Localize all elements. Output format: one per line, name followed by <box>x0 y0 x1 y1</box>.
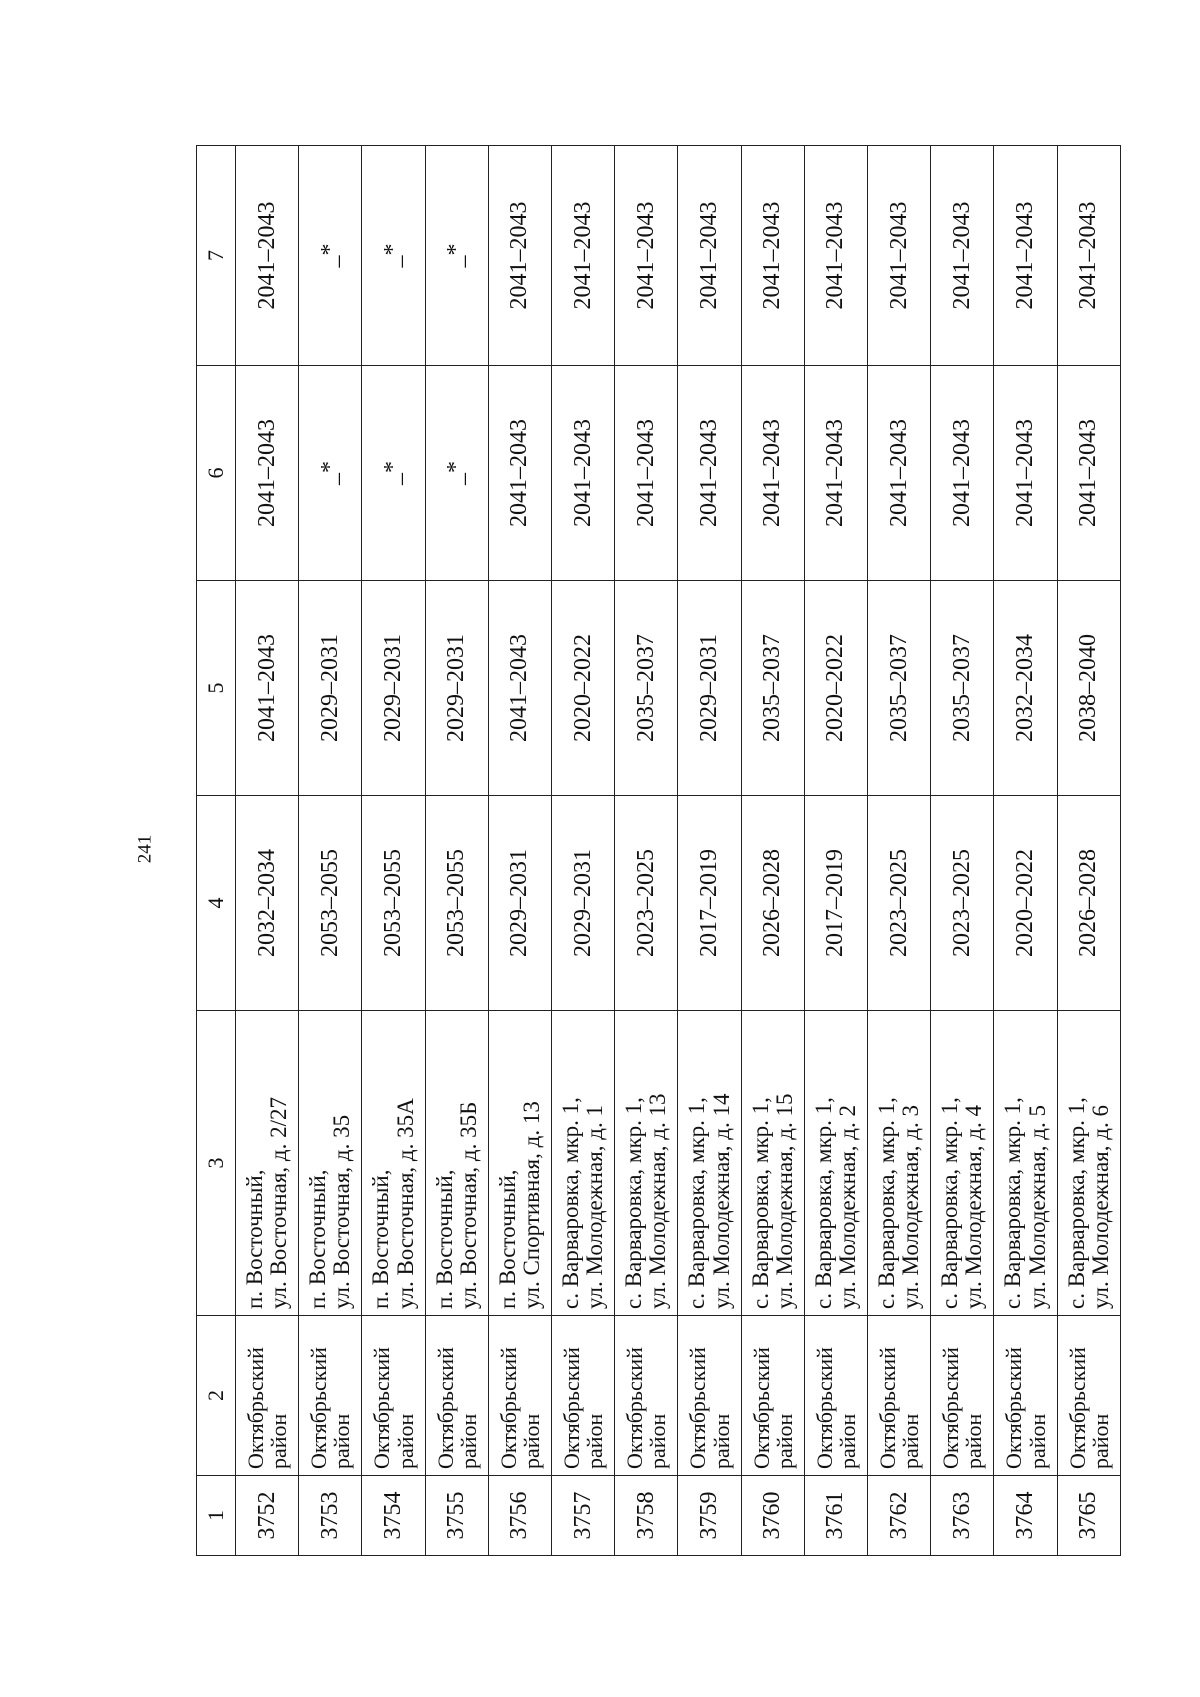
cell-line: ул. Молодежная, д. 3 <box>898 1105 924 1309</box>
cell-col-1: 3760 <box>741 1476 804 1556</box>
cell-line: с. Варваровка, мкр. 1, <box>873 1097 899 1309</box>
cell-col-3 <box>362 1011 425 1316</box>
cell-col-5: 2038–2040 <box>1057 581 1120 796</box>
cell-col-4: 2053–2055 <box>425 796 488 1011</box>
cell-line: район <box>708 1413 734 1469</box>
cell-col-2 <box>678 1316 741 1476</box>
cell-col-2 <box>236 1316 299 1476</box>
table-row <box>994 146 1057 1556</box>
cell-line: ул. Восточная, д. 35А <box>392 1098 418 1309</box>
cell-col-7: _* <box>299 146 362 366</box>
cell-line: район <box>329 1413 355 1469</box>
cell-line: ул. Молодежная, д. 5 <box>1024 1105 1050 1309</box>
cell-col-5: 2035–2037 <box>741 581 804 796</box>
cell-col-5: 2029–2031 <box>362 581 425 796</box>
cell-col-1: 3763 <box>931 1476 994 1556</box>
table-row <box>552 146 615 1556</box>
cell-line: Октябрьский <box>369 1347 395 1469</box>
table-row <box>425 146 488 1556</box>
cell-col-5: 2029–2031 <box>299 581 362 796</box>
cell-col-2 <box>552 1316 615 1476</box>
cell-line: с. Варваровка, мкр. 1, <box>1000 1097 1026 1309</box>
cell-col-3 <box>1057 1011 1120 1316</box>
cell-col-7: 2041–2043 <box>994 146 1057 366</box>
cell-line: район <box>898 1413 924 1469</box>
cell-col-2 <box>362 1316 425 1476</box>
cell-col-2 <box>299 1316 362 1476</box>
cell-col-3 <box>994 1011 1057 1316</box>
cell-col-7: 2041–2043 <box>678 146 741 366</box>
cell-col-6: 2041–2043 <box>1057 366 1120 581</box>
cell-col-4: 2017–2019 <box>678 796 741 1011</box>
cell-col-5: 2035–2037 <box>931 581 994 796</box>
data-table <box>196 145 1121 1556</box>
table-row <box>741 146 804 1556</box>
cell-line: ул. Спортивная, д. 13 <box>518 1101 544 1309</box>
cell-col-5: 2029–2031 <box>425 581 488 796</box>
cell-col-5: 2041–2043 <box>488 581 551 796</box>
cell-col-4: 2053–2055 <box>362 796 425 1011</box>
cell-col-2 <box>1057 1316 1120 1476</box>
cell-col-6: 2041–2043 <box>615 366 678 581</box>
cell-col-1: 3756 <box>488 1476 551 1556</box>
cell-col-2 <box>425 1316 488 1476</box>
cell-line: Октябрьский <box>559 1347 585 1469</box>
table-row <box>488 146 551 1556</box>
cell-line: п. Восточный, <box>305 1169 331 1309</box>
cell-col-4: 2029–2031 <box>488 796 551 1011</box>
cell-line: ул. Молодежная, д. 1 <box>582 1105 608 1309</box>
table-row <box>615 146 678 1556</box>
cell-col-2 <box>488 1316 551 1476</box>
cell-line: район <box>455 1413 481 1469</box>
cell-col-1: 3752 <box>236 1476 299 1556</box>
cell-col-1: 3761 <box>804 1476 867 1556</box>
table-row <box>868 146 931 1556</box>
cell-line: с. Варваровка, мкр. 1, <box>937 1097 963 1309</box>
cell-line: ул. Восточная, д. 35 <box>329 1114 355 1309</box>
cell-col-3 <box>678 1011 741 1316</box>
cell-col-6: 2041–2043 <box>804 366 867 581</box>
cell-col-1: 3764 <box>994 1476 1057 1556</box>
cell-col-7: 2041–2043 <box>488 146 551 366</box>
cell-col-1: 3758 <box>615 1476 678 1556</box>
table-row <box>236 146 299 1556</box>
cell-line: п. Восточный, <box>494 1169 520 1309</box>
cell-line: район <box>518 1413 544 1469</box>
cell-col-6: 2041–2043 <box>931 366 994 581</box>
cell-col-7: _* <box>425 146 488 366</box>
cell-col-4: 2023–2025 <box>931 796 994 1011</box>
table-row <box>362 146 425 1556</box>
cell-col-4: 2023–2025 <box>615 796 678 1011</box>
cell-line: Октябрьский <box>495 1347 521 1469</box>
cell-line: Октябрьский <box>748 1347 774 1469</box>
header-row <box>197 146 236 1556</box>
column-header-4: 4 <box>197 796 236 1011</box>
cell-line: п. Восточный, <box>368 1169 394 1309</box>
cell-col-1: 3754 <box>362 1476 425 1556</box>
cell-col-1: 3765 <box>1057 1476 1120 1556</box>
cell-line: ул. Молодежная, д. 4 <box>961 1105 987 1309</box>
cell-line: район <box>771 1413 797 1469</box>
page-number-container <box>130 0 160 1697</box>
cell-line: п. Восточный, <box>431 1169 457 1309</box>
cell-col-4: 2023–2025 <box>868 796 931 1011</box>
cell-line: Октябрьский <box>306 1347 332 1469</box>
cell-col-6: 2041–2043 <box>236 366 299 581</box>
cell-line: Октябрьский <box>1001 1347 1027 1469</box>
cell-col-6: 2041–2043 <box>741 366 804 581</box>
cell-col-1: 3762 <box>868 1476 931 1556</box>
cell-col-6: 2041–2043 <box>552 366 615 581</box>
cell-col-6: _* <box>425 366 488 581</box>
cell-col-6: 2041–2043 <box>488 366 551 581</box>
cell-col-7: 2041–2043 <box>1057 146 1120 366</box>
cell-col-5: 2029–2031 <box>678 581 741 796</box>
column-header-2: 2 <box>197 1316 236 1476</box>
cell-line: с. Варваровка, мкр. 1, <box>810 1097 836 1309</box>
cell-col-3 <box>488 1011 551 1316</box>
cell-col-1: 3755 <box>425 1476 488 1556</box>
cell-line: Октябрьский <box>243 1347 268 1469</box>
cell-line: ул. Молодежная, д. 6 <box>1087 1105 1113 1309</box>
cell-line: Октябрьский <box>622 1347 648 1469</box>
column-header-5: 5 <box>197 581 236 796</box>
table-container <box>196 146 1121 1556</box>
cell-col-5: 2035–2037 <box>868 581 931 796</box>
cell-col-1: 3753 <box>299 1476 362 1556</box>
cell-col-5: 2020–2022 <box>804 581 867 796</box>
cell-col-4: 2026–2028 <box>741 796 804 1011</box>
table-row <box>299 146 362 1556</box>
column-header-1: 1 <box>197 1476 236 1556</box>
cell-line: с. Варваровка, мкр. 1, <box>747 1097 773 1309</box>
cell-line: район <box>392 1413 418 1469</box>
cell-col-3 <box>615 1011 678 1316</box>
column-header-7: 7 <box>197 146 236 366</box>
cell-line: ул. Молодежная, д. 14 <box>708 1093 734 1309</box>
cell-line: район <box>1087 1413 1113 1469</box>
cell-line: с. Варваровка, мкр. 1, <box>557 1097 583 1309</box>
cell-line: п. Восточный, <box>241 1169 267 1309</box>
cell-col-2 <box>994 1316 1057 1476</box>
cell-col-3 <box>741 1011 804 1316</box>
cell-col-3 <box>425 1011 488 1316</box>
cell-col-6: _* <box>299 366 362 581</box>
cell-line: Октябрьский <box>432 1347 458 1469</box>
cell-col-4: 2053–2055 <box>299 796 362 1011</box>
cell-col-3 <box>552 1011 615 1316</box>
page-number: 241 <box>134 834 155 863</box>
table-body <box>236 146 1121 1556</box>
cell-col-7: 2041–2043 <box>615 146 678 366</box>
column-header-3: 3 <box>197 1011 236 1316</box>
cell-line: ул. Восточная, д. 35Б <box>455 1101 481 1309</box>
cell-col-7: 2041–2043 <box>552 146 615 366</box>
cell-line: район <box>1024 1413 1050 1469</box>
cell-line: с. Варваровка, мкр. 1, <box>1063 1097 1089 1309</box>
cell-line: Октябрьский <box>1064 1347 1090 1469</box>
cell-line: район <box>266 1413 292 1469</box>
cell-col-3 <box>299 1011 362 1316</box>
cell-col-2 <box>804 1316 867 1476</box>
cell-col-7: 2041–2043 <box>931 146 994 366</box>
cell-line: Октябрьский <box>875 1347 901 1469</box>
cell-col-6: 2041–2043 <box>678 366 741 581</box>
cell-col-6: 2041–2043 <box>994 366 1057 581</box>
cell-col-6: _* <box>362 366 425 581</box>
cell-col-2 <box>931 1316 994 1476</box>
cell-col-3 <box>236 1011 299 1316</box>
cell-line: ул. Молодежная, д. 15 <box>771 1093 797 1309</box>
cell-col-5: 2035–2037 <box>615 581 678 796</box>
cell-col-3 <box>931 1011 994 1316</box>
cell-col-7: 2041–2043 <box>868 146 931 366</box>
cell-line: район <box>834 1413 860 1469</box>
cell-line: с. Варваровка, мкр. 1, <box>621 1097 647 1309</box>
cell-line: район <box>961 1413 987 1469</box>
cell-line: ул. Молодежная, д. 2 <box>834 1105 860 1309</box>
cell-col-1: 3759 <box>678 1476 741 1556</box>
cell-line: ул. Восточная, д. 2/27 <box>266 1097 292 1309</box>
cell-col-1: 3757 <box>552 1476 615 1556</box>
cell-col-2 <box>741 1316 804 1476</box>
cell-col-2 <box>868 1316 931 1476</box>
cell-col-5: 2032–2034 <box>994 581 1057 796</box>
cell-col-7: 2041–2043 <box>804 146 867 366</box>
cell-col-3 <box>804 1011 867 1316</box>
cell-col-7: 2041–2043 <box>741 146 804 366</box>
cell-line: Октябрьский <box>938 1347 964 1469</box>
cell-line: Октябрьский <box>685 1347 711 1469</box>
cell-line: район <box>582 1413 608 1469</box>
cell-col-4: 2026–2028 <box>1057 796 1120 1011</box>
cell-line: с. Варваровка, мкр. 1, <box>684 1097 710 1309</box>
table-row <box>1057 146 1120 1556</box>
cell-col-7: 2041–2043 <box>236 146 299 366</box>
cell-col-6: 2041–2043 <box>868 366 931 581</box>
cell-col-3 <box>868 1011 931 1316</box>
cell-col-4: 2017–2019 <box>804 796 867 1011</box>
cell-col-7: _* <box>362 146 425 366</box>
table-row <box>804 146 867 1556</box>
column-header-6: 6 <box>197 366 236 581</box>
table-row <box>678 146 741 1556</box>
cell-col-5: 2020–2022 <box>552 581 615 796</box>
cell-col-4: 2029–2031 <box>552 796 615 1011</box>
cell-line: район <box>645 1413 671 1469</box>
table-row <box>931 146 994 1556</box>
cell-col-4: 2020–2022 <box>994 796 1057 1011</box>
cell-col-4: 2032–2034 <box>236 796 299 1011</box>
cell-col-5: 2041–2043 <box>236 581 299 796</box>
cell-line: ул. Молодежная, д. 13 <box>645 1093 671 1309</box>
cell-line: Октябрьский <box>811 1347 837 1469</box>
cell-col-2 <box>615 1316 678 1476</box>
